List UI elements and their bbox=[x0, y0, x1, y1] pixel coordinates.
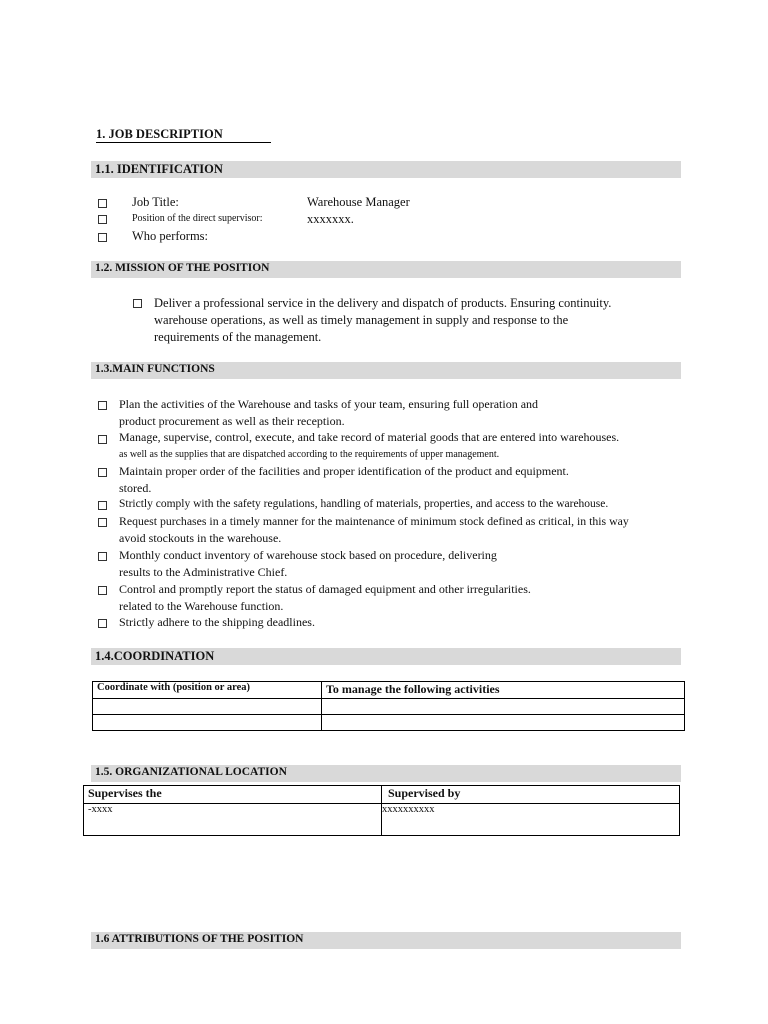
checkbox-icon bbox=[133, 299, 142, 308]
function-item: Strictly comply with the safety regulations, handling of materials, properties, and access to the warehouse. bbox=[119, 498, 609, 510]
function-item: Strictly adhere to the shipping deadlines. bbox=[119, 615, 315, 629]
checkbox-icon bbox=[98, 199, 107, 208]
function-item: Plan the activities of the Warehouse and tasks of your team, ensuring full operation and bbox=[119, 397, 539, 411]
section-coordination-header bbox=[91, 648, 681, 665]
document-title: 1. JOB DESCRIPTION bbox=[96, 126, 271, 143]
table-cell bbox=[93, 699, 322, 715]
function-item: Request purchases in a timely manner for the maintenance of minimum stock defined as critical, in this way bbox=[119, 514, 629, 528]
mission-line: warehouse operations, as well as timely management in supply and response to the bbox=[154, 313, 569, 327]
section-heading: 1.6 ATTRIBUTIONS OF THE POSITION bbox=[95, 933, 304, 945]
performer-label: Who performs: bbox=[132, 229, 209, 243]
coordination-col2-header: To manage the following activities bbox=[322, 682, 685, 699]
org-col2-header: Supervised by bbox=[382, 786, 680, 804]
supervisor-value: xxxxxxx. bbox=[307, 212, 354, 226]
mission-line: Deliver a professional service in the delivery and dispatch of products. Ensuring continuity. bbox=[154, 296, 612, 310]
function-item: Control and promptly report the status of damaged equipment and other irregularities. bbox=[119, 582, 531, 596]
org-supervised-by-value: xxxxxxxxxx bbox=[382, 804, 680, 836]
table-cell bbox=[322, 715, 685, 731]
coordination-col1-header: Coordinate with (position or area) bbox=[93, 682, 322, 699]
function-item-cont: as well as the supplies that are dispatched according to the requirements of upper management. bbox=[119, 449, 500, 460]
checkbox-icon bbox=[98, 586, 107, 595]
table-cell bbox=[93, 715, 322, 731]
section-mission-header bbox=[91, 261, 681, 278]
org-supervises-value: -xxxx bbox=[84, 804, 382, 836]
function-item-cont: results to the Administrative Chief. bbox=[119, 565, 288, 579]
org-col1-header: Supervises the bbox=[84, 786, 382, 804]
section-organizational-header bbox=[91, 765, 681, 782]
checkbox-icon bbox=[98, 552, 107, 561]
checkbox-icon bbox=[98, 401, 107, 410]
checkbox-icon bbox=[98, 468, 107, 477]
function-item: Monthly conduct inventory of warehouse stock based on procedure, delivering bbox=[119, 548, 497, 562]
coordination-table bbox=[92, 681, 685, 731]
job-title-value: Warehouse Manager bbox=[307, 195, 410, 209]
function-item-cont: stored. bbox=[119, 481, 152, 495]
checkbox-icon bbox=[98, 215, 107, 224]
section-identification-header bbox=[91, 161, 681, 178]
checkbox-icon bbox=[98, 435, 107, 444]
function-item-cont: product procurement as well as their reception. bbox=[119, 414, 345, 428]
checkbox-icon bbox=[98, 518, 107, 527]
section-heading: 1.2. MISSION OF THE POSITION bbox=[95, 262, 270, 274]
table-cell bbox=[322, 699, 685, 715]
organizational-table bbox=[83, 785, 680, 836]
checkbox-icon bbox=[98, 619, 107, 628]
section-heading: 1.1. IDENTIFICATION bbox=[95, 162, 223, 176]
mission-line: requirements of the management. bbox=[154, 330, 322, 344]
checkbox-icon bbox=[98, 233, 107, 242]
function-item: Manage, supervise, control, execute, and take record of material goods that are entered into warehouses. bbox=[119, 430, 620, 444]
checkbox-icon bbox=[98, 501, 107, 510]
section-attributions-header bbox=[91, 932, 681, 949]
section-heading: 1.5. ORGANIZATIONAL LOCATION bbox=[95, 766, 287, 778]
function-item-cont: related to the Warehouse function. bbox=[119, 599, 284, 613]
section-heading: 1.3.MAIN FUNCTIONS bbox=[95, 363, 215, 375]
function-item-cont: avoid stockouts in the warehouse. bbox=[119, 531, 282, 545]
section-functions-header bbox=[91, 362, 681, 379]
section-heading: 1.4.COORDINATION bbox=[95, 649, 215, 663]
function-item: Maintain proper order of the facilities and proper identification of the product and equipment. bbox=[119, 464, 569, 478]
job-title-label: Job Title: bbox=[132, 195, 179, 209]
supervisor-label: Position of the direct supervisor: bbox=[132, 213, 263, 224]
